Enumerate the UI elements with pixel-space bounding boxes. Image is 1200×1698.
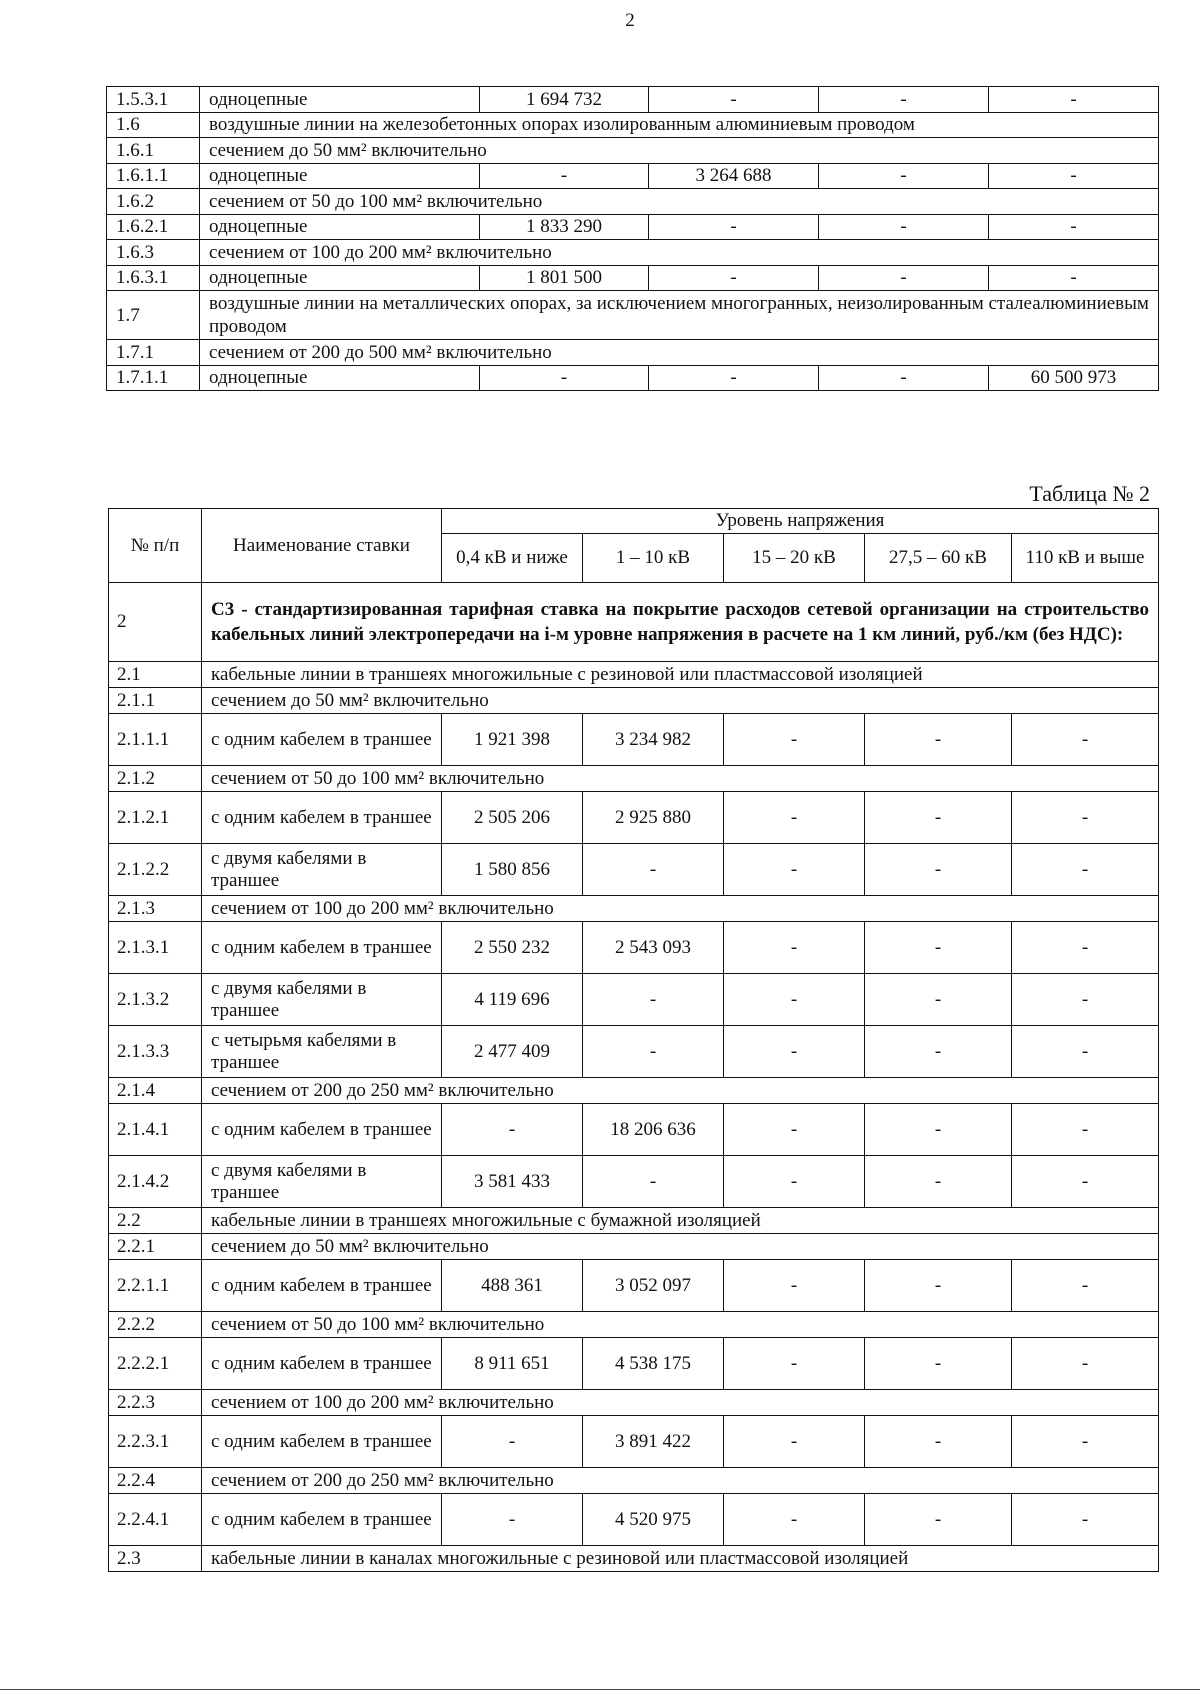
- rate-value: -: [583, 974, 724, 1026]
- section-name: кабельные линии в каналах многожильные с резиновой или пластмассовой изоляцией: [202, 1546, 1159, 1572]
- table-row: [109, 1416, 1159, 1468]
- rate-value: 60 500 973: [989, 365, 1159, 391]
- table-row: [109, 922, 1159, 974]
- row-number: 2.2: [109, 1208, 202, 1234]
- rate-value: 18 206 636: [583, 1104, 724, 1156]
- rate-value: 2 543 093: [583, 922, 724, 974]
- rate-value: -: [724, 1156, 865, 1208]
- section-row: [107, 340, 1159, 366]
- table-row: [109, 1156, 1159, 1208]
- rate-value: -: [819, 214, 989, 240]
- rate-value: -: [583, 1026, 724, 1078]
- table-row: [109, 1026, 1159, 1078]
- table-row: [107, 163, 1159, 189]
- rate-value: -: [865, 792, 1012, 844]
- table-row: [109, 792, 1159, 844]
- row-name: с двумя кабелями в траншее: [202, 844, 442, 896]
- rate-value: 2 477 409: [442, 1026, 583, 1078]
- rate-value: -: [724, 1494, 865, 1546]
- row-number: 2.2.2.1: [109, 1338, 202, 1390]
- rate-value: -: [1012, 714, 1159, 766]
- row-name: одноцепные: [200, 365, 480, 391]
- rate-value: -: [865, 714, 1012, 766]
- row-number: 2.2.3: [109, 1390, 202, 1416]
- table1-body: [107, 87, 1159, 391]
- row-number: 2.1.3.1: [109, 922, 202, 974]
- table-row: [107, 87, 1159, 113]
- rate-value: -: [865, 1260, 1012, 1312]
- section-name: сечением до 50 мм² включительно: [200, 138, 1159, 164]
- rate-value: -: [819, 87, 989, 113]
- header-level-3: 27,5 – 60 кВ: [865, 534, 1012, 583]
- rate-value: -: [724, 1416, 865, 1468]
- row-number: 1.6.2.1: [107, 214, 200, 240]
- rate-value: -: [649, 87, 819, 113]
- rate-value: -: [649, 265, 819, 291]
- rate-value: -: [649, 214, 819, 240]
- header-voltage-group: Уровень напряжения: [442, 509, 1159, 534]
- rate-value: -: [724, 1026, 865, 1078]
- row-number: 2.1.2.1: [109, 792, 202, 844]
- section-name: сечением от 50 до 100 мм² включительно: [202, 1312, 1159, 1338]
- rate-value: 3 234 982: [583, 714, 724, 766]
- row-number: 1.7: [107, 291, 200, 340]
- rate-value: -: [1012, 844, 1159, 896]
- rate-value: 3 581 433: [442, 1156, 583, 1208]
- rate-value: -: [865, 844, 1012, 896]
- section-name: сечением до 50 мм² включительно: [202, 1234, 1159, 1260]
- row-number: 1.5.3.1: [107, 87, 200, 113]
- section-row: [107, 291, 1159, 340]
- section-row: [107, 189, 1159, 215]
- rate-value: -: [583, 844, 724, 896]
- row-number: 2.2.4: [109, 1468, 202, 1494]
- section-name: сечением от 200 до 500 мм² включительно: [200, 340, 1159, 366]
- section-name: сечением от 200 до 250 мм² включительно: [202, 1468, 1159, 1494]
- rate-value: 1 694 732: [480, 87, 649, 113]
- row-number: 1.6: [107, 112, 200, 138]
- row-name: с одним кабелем в траншее: [202, 1104, 442, 1156]
- rate-value: -: [1012, 1416, 1159, 1468]
- row-number: 2.1.4.2: [109, 1156, 202, 1208]
- rate-value: -: [442, 1416, 583, 1468]
- table2-body: [109, 583, 1159, 1572]
- section-name: сечением от 50 до 100 мм² включительно: [202, 766, 1159, 792]
- section-row: [109, 1546, 1159, 1572]
- rate-value: -: [989, 163, 1159, 189]
- rate-value: -: [724, 1338, 865, 1390]
- row-number: 1.6.3: [107, 240, 200, 266]
- row-number: 2.1.1.1: [109, 714, 202, 766]
- rate-value: -: [1012, 1338, 1159, 1390]
- rate-value: 3 264 688: [649, 163, 819, 189]
- row-name: с одним кабелем в траншее: [202, 922, 442, 974]
- rate-value: 2 505 206: [442, 792, 583, 844]
- table-row: [109, 1494, 1159, 1546]
- row-number: 2.1.2: [109, 766, 202, 792]
- rate-value: -: [649, 365, 819, 391]
- table-row: [109, 1338, 1159, 1390]
- table-row: [109, 1104, 1159, 1156]
- row-name: с двумя кабелями в траншее: [202, 1156, 442, 1208]
- page-bottom-rule: [0, 1689, 1200, 1690]
- rate-value: -: [724, 1104, 865, 1156]
- rate-value: -: [442, 1104, 583, 1156]
- rate-value: -: [724, 714, 865, 766]
- tariff-table-2: [108, 508, 1159, 1572]
- row-number: 1.6.1.1: [107, 163, 200, 189]
- row-number: 2.1.4.1: [109, 1104, 202, 1156]
- section-row: [107, 112, 1159, 138]
- row-number: 2.1.3: [109, 896, 202, 922]
- rate-value: -: [865, 1494, 1012, 1546]
- row-number: 1.6.1: [107, 138, 200, 164]
- row-name: с одним кабелем в траншее: [202, 714, 442, 766]
- rate-value: -: [480, 365, 649, 391]
- section-row: [109, 1468, 1159, 1494]
- section-name: сечением от 200 до 250 мм² включительно: [202, 1078, 1159, 1104]
- row-name: с одним кабелем в траншее: [202, 1338, 442, 1390]
- rate-value: -: [1012, 1494, 1159, 1546]
- row-name: с одним кабелем в траншее: [202, 792, 442, 844]
- rate-value: -: [442, 1494, 583, 1546]
- rate-value: -: [1012, 922, 1159, 974]
- section-row: [109, 1390, 1159, 1416]
- rate-value: -: [1012, 1026, 1159, 1078]
- row-number: 2.2.3.1: [109, 1416, 202, 1468]
- section-name: кабельные линии в траншеях многожильные с резиновой или пластмассовой изоляцией: [202, 662, 1159, 688]
- row-name: с четырьмя кабелями в траншее: [202, 1026, 442, 1078]
- section-name: воздушные линии на железобетонных опорах изолированным алюминиевым проводом: [200, 112, 1159, 138]
- tariff-table-continued: [106, 86, 1159, 391]
- rate-value: -: [1012, 1156, 1159, 1208]
- table-row: [109, 1260, 1159, 1312]
- rate-value: 2 550 232: [442, 922, 583, 974]
- rate-value: -: [724, 792, 865, 844]
- page-number: 2: [625, 10, 635, 31]
- row-number: 2.1.2.2: [109, 844, 202, 896]
- section-row: [109, 662, 1159, 688]
- rate-value: -: [865, 1416, 1012, 1468]
- title-row-num: 2: [109, 583, 202, 662]
- table-row: [109, 714, 1159, 766]
- rate-value: -: [1012, 1260, 1159, 1312]
- rate-value: 8 911 651: [442, 1338, 583, 1390]
- rate-value: -: [583, 1156, 724, 1208]
- rate-value: 4 538 175: [583, 1338, 724, 1390]
- rate-value: 3 891 422: [583, 1416, 724, 1468]
- rate-value: 4 119 696: [442, 974, 583, 1026]
- row-number: 2.2.2: [109, 1312, 202, 1338]
- rate-value: -: [865, 1338, 1012, 1390]
- row-name: с одним кабелем в траншее: [202, 1494, 442, 1546]
- section-row: [109, 1234, 1159, 1260]
- row-name: одноцепные: [200, 163, 480, 189]
- rate-value: -: [1012, 974, 1159, 1026]
- row-number: 2.2.1: [109, 1234, 202, 1260]
- section-name: сечением от 50 до 100 мм² включительно: [200, 189, 1159, 215]
- rate-value: -: [1012, 1104, 1159, 1156]
- row-number: 2.2.4.1: [109, 1494, 202, 1546]
- rate-value: -: [989, 87, 1159, 113]
- table-caption: Таблица № 2: [1029, 481, 1150, 506]
- rate-value: -: [724, 974, 865, 1026]
- rate-value: -: [989, 214, 1159, 240]
- section-row: [109, 1208, 1159, 1234]
- rate-value: -: [989, 265, 1159, 291]
- row-name: одноцепные: [200, 87, 480, 113]
- rate-value: 1 801 500: [480, 265, 649, 291]
- section-name: сечением от 100 до 200 мм² включительно: [200, 240, 1159, 266]
- row-number: 1.7.1: [107, 340, 200, 366]
- rate-value: -: [819, 163, 989, 189]
- table-row: [107, 214, 1159, 240]
- section-name: сечением до 50 мм² включительно: [202, 688, 1159, 714]
- rate-value: -: [480, 163, 649, 189]
- row-name: с двумя кабелями в траншее: [202, 974, 442, 1026]
- section-row: [109, 766, 1159, 792]
- rate-value: 488 361: [442, 1260, 583, 1312]
- rate-value: -: [724, 844, 865, 896]
- section-row: [109, 688, 1159, 714]
- header-level-4: 110 кВ и выше: [1012, 534, 1159, 583]
- header-level-0: 0,4 кВ и ниже: [442, 534, 583, 583]
- section-row: [109, 896, 1159, 922]
- rate-value: -: [724, 1260, 865, 1312]
- rate-value: -: [724, 922, 865, 974]
- table-row: [107, 265, 1159, 291]
- rate-value: -: [819, 265, 989, 291]
- row-number: 2.1: [109, 662, 202, 688]
- row-name: с одним кабелем в траншее: [202, 1416, 442, 1468]
- section-row: [107, 240, 1159, 266]
- row-number: 2.2.1.1: [109, 1260, 202, 1312]
- rate-value: -: [1012, 792, 1159, 844]
- section-name: воздушные линии на металлических опорах, за исключением многогранных, неизолированным сталеалюминиевым проводом: [200, 291, 1159, 340]
- header-name: Наименование ставки: [202, 509, 442, 583]
- section-name: сечением от 100 до 200 мм² включительно: [202, 896, 1159, 922]
- row-number: 2.1.3.3: [109, 1026, 202, 1078]
- rate-value: -: [865, 1026, 1012, 1078]
- title-row-text: С3 - стандартизированная тарифная ставка на покрытие расходов сетевой организации на строительство кабельных линий электропередачи на i-м уровне напряжения в расчете на 1 км линий, руб./км (без НДС):: [202, 583, 1159, 662]
- table-row: [109, 844, 1159, 896]
- row-number: 2.1.3.2: [109, 974, 202, 1026]
- section-row: [109, 1312, 1159, 1338]
- rate-value: -: [865, 922, 1012, 974]
- table-row: [107, 365, 1159, 391]
- header-level-2: 15 – 20 кВ: [724, 534, 865, 583]
- section-name: сечением от 100 до 200 мм² включительно: [202, 1390, 1159, 1416]
- rate-value: 3 052 097: [583, 1260, 724, 1312]
- row-number: 1.6.3.1: [107, 265, 200, 291]
- rate-value: 4 520 975: [583, 1494, 724, 1546]
- rate-value: 1 833 290: [480, 214, 649, 240]
- rate-value: -: [865, 1156, 1012, 1208]
- row-number: 1.7.1.1: [107, 365, 200, 391]
- section-name: кабельные линии в траншеях многожильные с бумажной изоляцией: [202, 1208, 1159, 1234]
- section-row: [107, 138, 1159, 164]
- rate-value: -: [819, 365, 989, 391]
- rate-value: -: [865, 974, 1012, 1026]
- row-number: 1.6.2: [107, 189, 200, 215]
- rate-value: 1 921 398: [442, 714, 583, 766]
- table2-header: [109, 509, 1159, 583]
- rate-value: -: [865, 1104, 1012, 1156]
- row-number: 2.3: [109, 1546, 202, 1572]
- header-num: № п/п: [109, 509, 202, 583]
- row-name: одноцепные: [200, 214, 480, 240]
- section-row: [109, 1078, 1159, 1104]
- rate-value: 2 925 880: [583, 792, 724, 844]
- row-number: 2.1.4: [109, 1078, 202, 1104]
- title-row: [109, 583, 1159, 662]
- row-name: одноцепные: [200, 265, 480, 291]
- row-name: с одним кабелем в траншее: [202, 1260, 442, 1312]
- header-level-1: 1 – 10 кВ: [583, 534, 724, 583]
- row-number: 2.1.1: [109, 688, 202, 714]
- table-row: [109, 974, 1159, 1026]
- rate-value: 1 580 856: [442, 844, 583, 896]
